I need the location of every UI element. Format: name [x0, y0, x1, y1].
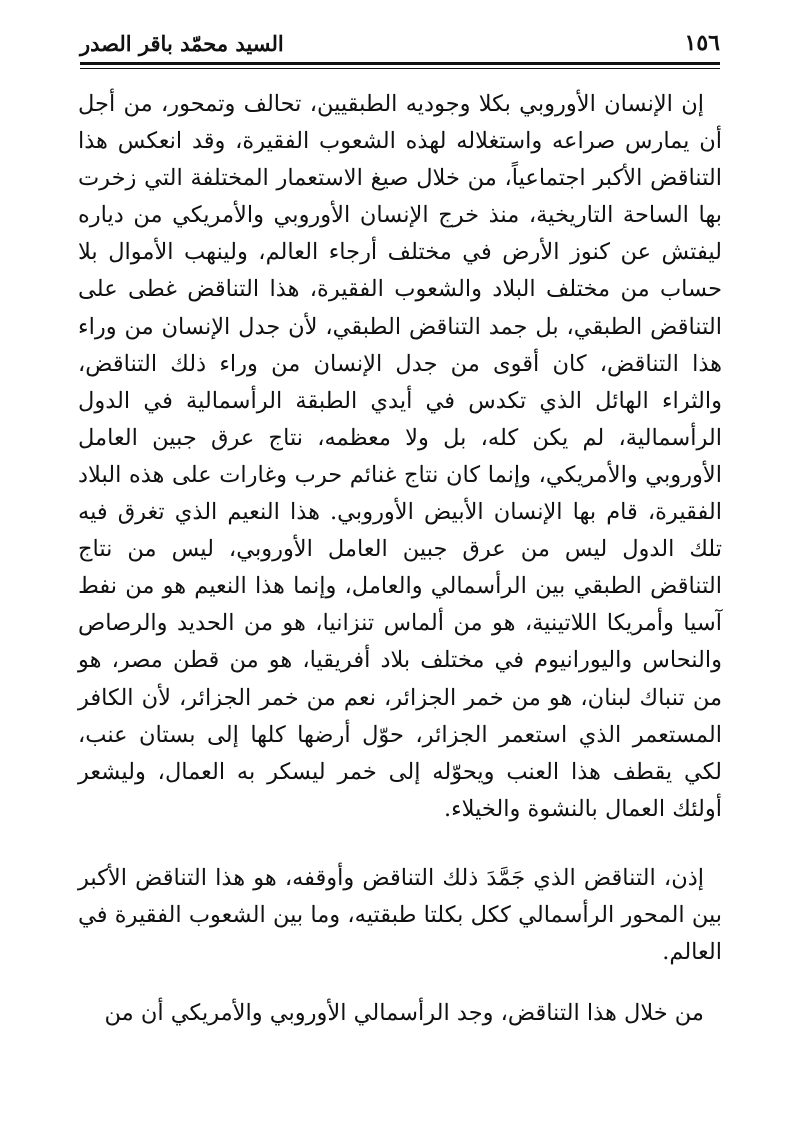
paragraph-spacer — [78, 971, 722, 995]
page-header — [80, 28, 720, 58]
paragraph-spacer — [78, 828, 722, 860]
page-body — [78, 86, 722, 1032]
header-rule-thin — [80, 68, 720, 69]
header-rule-thick — [80, 62, 720, 65]
page-number: ١٥٦ — [684, 30, 720, 56]
running-title: السيد محمّد باقر الصدر — [80, 30, 284, 56]
paragraph-3: من خلال هذا التناقض، وجد الرأسمالي الأوروبي والأمريكي أن من — [104, 1000, 704, 1027]
paragraph-1: إن الإنسان الأوروبي بكلا وجوديه الطبقيين، تحالف وتمحور، من أجل أن يمارس صراعه واستغلاله لهذه الشعوب الفقيرة، وقد انعكس هذا التناقض الأكبر اجتماعياً، من خلال صيغ الاستعمار المختلفة التي زخرت بها الساحة التاريخية، منذ خرج الإنسان الأوروبي والأمريكي من دياره ليفتش عن كنوز الأرض في مختلف أرجاء العالم، ولينهب الأموال بلا حساب من مختلف البلاد والشعوب الفقيرة، هذا التناقض غطى على التناقض الطبقي، بل جمد التناقض الطبقي، لأن جدل الإنسان من وراء هذا التناقض، كان أقوى من جدل الإنسان من وراء ذلك التناقض، والثراء الهائل الذي تكدس في أيدي الطبقة الرأسمالية في الدول الرأسمالية، لم يكن كله، بل ولا معظمه، نتاج عرق جبين العامل الأوروبي والأمريكي، وإنما كان نتاج غنائم حرب وغارات على هذه البلاد الفقيرة، قام بها الإنسان الأبيض الأوروبي. هذا النعيم الذي تغرق فيه تلك الدول ليس من عرق جبين العامل الأوروبي، ليس من نتاج التناقض الطبقي بين الرأسمالي والعامل، وإنما هذا النعيم هو من نفط آسيا وأمريكا اللاتينية، هو من ألماس تنزانيا، هو من الحديد والرصاص والنحاس واليورانيوم في مختلف بلاد أفريقيا، هو من قطن مصر، هو من تنباك لبنان، هو من خمر الجزائر، نعم من خمر الجزائر، لأن الكافر المستعمر الذي استعمر الجزائر، حوّل أرضها كلها إلى بستان عنب، لكي يقطف هذا العنب ويحوّله إلى خمر ليسكر به العمال، وليشعر أولئك العمال بالنشوة والخيلاء. — [78, 91, 722, 822]
paragraph-2: إذن، التناقض الذي جَمَّدَ ذلك التناقض وأوقفه، هو هذا التناقض الأكبر بين المحور الرأسمالي ككل بكلتا طبقتيه، وما بين الشعوب الفقيرة في العالم. — [78, 864, 722, 966]
